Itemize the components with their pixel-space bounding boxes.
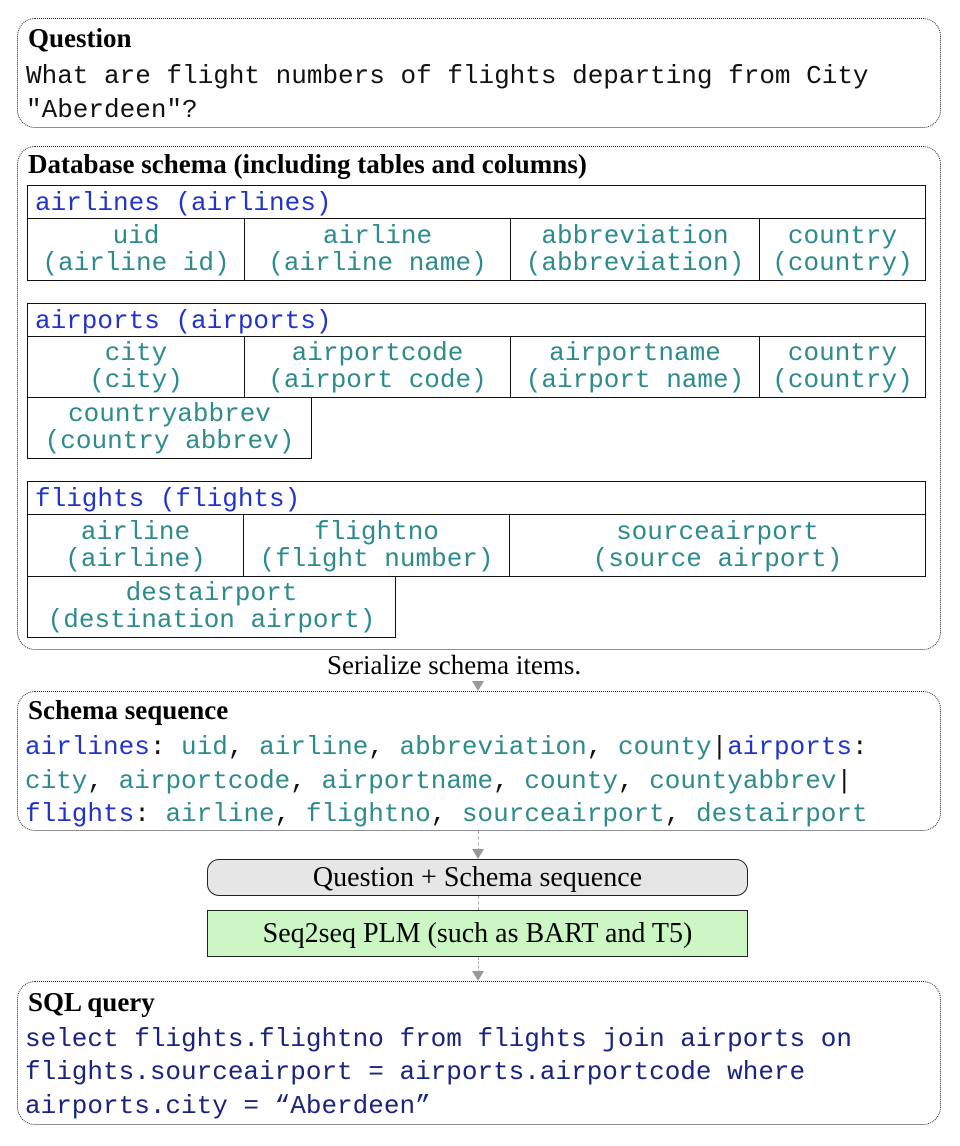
column-airlines-airline (244, 218, 511, 281)
column-name: airline (322, 220, 433, 251)
column-desc: (city) (89, 365, 183, 395)
column-desc: (country abbrev) (44, 426, 295, 456)
seq-sep: , (586, 732, 603, 762)
seq-column: airportcode (118, 766, 291, 796)
seq-column: airline (165, 799, 275, 829)
arrow-head-1 (472, 681, 484, 691)
seq-sep: , (274, 799, 291, 829)
column-name: airportcode (291, 338, 464, 368)
question-title: Question (28, 23, 132, 53)
seq-sep: , (617, 766, 634, 796)
connector-line-2 (478, 831, 479, 851)
column-airlines-country (759, 218, 926, 281)
seq-sep: : (149, 732, 166, 762)
seq-column: county (524, 766, 618, 796)
seq-column: destairport (695, 799, 868, 829)
sequence-line-3 (25, 797, 868, 831)
column-desc: (airline name) (268, 247, 487, 278)
model-box: Seq2seq PLM (such as BART and T5) (207, 910, 748, 957)
seq-table: airlines (25, 732, 150, 762)
column-name: abbreviation (541, 220, 729, 251)
question-box (17, 18, 941, 128)
column-name: country (787, 338, 898, 368)
column-name: city (104, 338, 168, 368)
column-desc: (flight number) (259, 543, 494, 574)
seq-table: flights (25, 799, 135, 829)
seq-column: county (617, 732, 712, 762)
column-desc: (airline) (65, 543, 206, 574)
column-desc: (destination airport) (47, 605, 376, 635)
input-box: Question + Schema sequence (207, 859, 748, 896)
column-name: uid (112, 220, 160, 251)
seq-sep: , (290, 766, 306, 796)
connector-line-3 (478, 896, 479, 910)
column-airports-countryabbrev (27, 397, 312, 459)
sql-line-3: airports.city = “Aberdeen” (25, 1091, 431, 1121)
seq-column: uid (181, 732, 228, 762)
sql-line-1: select flights.flightno from flights join airports on (25, 1024, 852, 1054)
sequence-title: Schema sequence (28, 695, 229, 725)
column-name: flightno (314, 516, 439, 547)
column-airlines-uid (27, 218, 245, 281)
arrow-head-2 (472, 849, 484, 859)
seq-sep: , (664, 799, 681, 829)
column-desc: (airline id) (42, 247, 230, 278)
seq-sep: , (368, 732, 384, 762)
seq-table: airports (727, 732, 853, 762)
schema-title: Database schema (including tables and columns) (28, 149, 587, 179)
column-flights-flightno (243, 514, 510, 577)
seq-column: countyabbrev (649, 766, 837, 796)
column-airports-country (759, 336, 926, 398)
table-airlines-name: airlines (airlines) (35, 188, 332, 218)
column-name: destairport (125, 578, 298, 608)
sequence-line-1 (25, 730, 868, 764)
seq-sep: : (852, 732, 868, 762)
seq-sep: , (227, 732, 244, 762)
column-name: country (787, 220, 898, 251)
question-line-2: "Aberdeen"? (26, 95, 198, 125)
seq-column: city (25, 766, 88, 796)
seq-sep: , (493, 766, 509, 796)
table-airports-name: airports (airports) (35, 306, 332, 336)
column-desc: (abbreviation) (525, 247, 745, 278)
column-name: airline (80, 516, 191, 547)
seq-column: airportname (321, 766, 494, 796)
seq-column: sourceairport (461, 799, 665, 829)
serialize-label: Serialize schema items. (324, 650, 584, 681)
table-flights-name: flights (flights) (35, 484, 301, 514)
sql-line-2: flights.sourceairport = airports.airportcode where (25, 1057, 806, 1087)
seq-sep: , (87, 766, 104, 796)
column-airports-airportname (510, 336, 760, 398)
arrow-head-4 (472, 971, 484, 981)
sql-title: SQL query (28, 987, 155, 1017)
column-desc: (airport name) (525, 365, 745, 395)
column-desc: (country) (772, 247, 913, 278)
seq-column: abbreviation (399, 732, 587, 762)
column-name: countryabbrev (68, 399, 271, 429)
column-airports-airportcode (244, 336, 511, 398)
column-flights-sourceairport (509, 514, 926, 577)
seq-sep: : (134, 799, 150, 829)
question-line-1: What are flight numbers of flights departing from City (26, 61, 869, 91)
seq-sep: , (430, 799, 447, 829)
seq-column: flightno (305, 799, 431, 829)
column-desc: (source airport) (592, 543, 843, 574)
seq-bar: | (836, 766, 853, 796)
column-flights-airline (27, 514, 244, 577)
column-name: sourceairport (616, 516, 819, 547)
seq-bar: | (711, 732, 728, 762)
column-desc: (airport code) (268, 365, 487, 395)
column-name: airportname (549, 338, 721, 368)
column-flights-destairport (27, 576, 396, 638)
column-airports-city (27, 336, 245, 398)
sequence-line-2 (25, 764, 852, 798)
column-airlines-abbreviation (510, 218, 760, 281)
column-desc: (country) (772, 365, 913, 395)
seq-column: airline (259, 732, 369, 762)
